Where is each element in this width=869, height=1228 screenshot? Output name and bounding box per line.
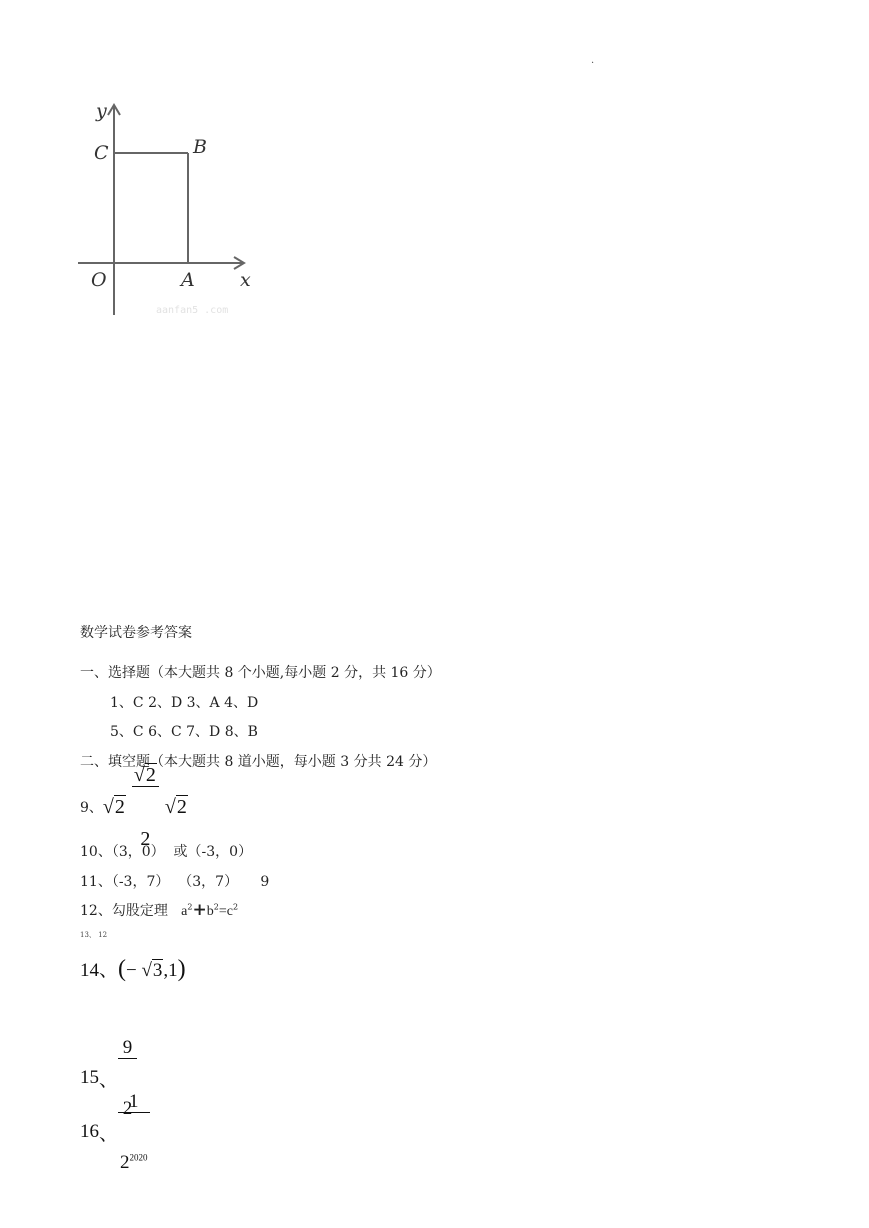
- section-2-heading: 二、填空题（本大题共 8 道小题，每小题 3 分共 24 分）: [80, 754, 437, 770]
- label-c: C: [94, 142, 109, 164]
- answer-9-fraction: $\frac{√2}{2}$: [132, 723, 159, 892]
- watermark: aanfan5 .com: [156, 305, 229, 316]
- answer-15: 15 、 $\frac{9}{2}$: [80, 998, 137, 1159]
- answer-16: 16 、 $\frac{1}{2^{2020}}$: [80, 1052, 150, 1213]
- answer-16-fraction: $\frac{1}{2^{2020}}$: [120, 1090, 148, 1173]
- answer-10: 10、（3，0） 或（-3，0）: [80, 844, 253, 860]
- answer-9-root-c: √2: [164, 795, 187, 818]
- label-o: O: [91, 269, 107, 291]
- answer-9-prefix: 9、: [80, 800, 103, 816]
- answer-13: 13、 12: [80, 931, 108, 939]
- label-x: x: [240, 269, 251, 291]
- page-dot: ·: [591, 58, 595, 69]
- rectangle-diagram: [72, 95, 262, 320]
- section-1-heading: 一、选择题（本大题共 8 个小题,每小题 2 分，共 16 分）: [80, 665, 441, 681]
- answer-11: 11、（-3，7） （3，7） 9: [80, 874, 270, 890]
- label-y: y: [96, 100, 107, 122]
- answer-15-fraction: $\frac{9}{2}$: [118, 998, 137, 1159]
- label-a: A: [181, 269, 195, 291]
- answer-9: [80, 763, 188, 850]
- choice-answers-row-2: 5、C 6、C 7、D 8、B: [110, 724, 258, 740]
- answer-14: 14、(− √3,1): [80, 956, 186, 982]
- label-b: B: [193, 136, 207, 158]
- answer-12: 12、勾股定理 $a^2+b^2=c^2$: [80, 900, 239, 920]
- choice-answers-row-1: 1、C 2、D 3、A 4、D: [110, 695, 259, 711]
- coordinate-figure: [72, 95, 262, 320]
- answers-title: 数学试卷参考答案: [80, 625, 192, 641]
- answer-9-root-a: √2: [102, 795, 125, 818]
